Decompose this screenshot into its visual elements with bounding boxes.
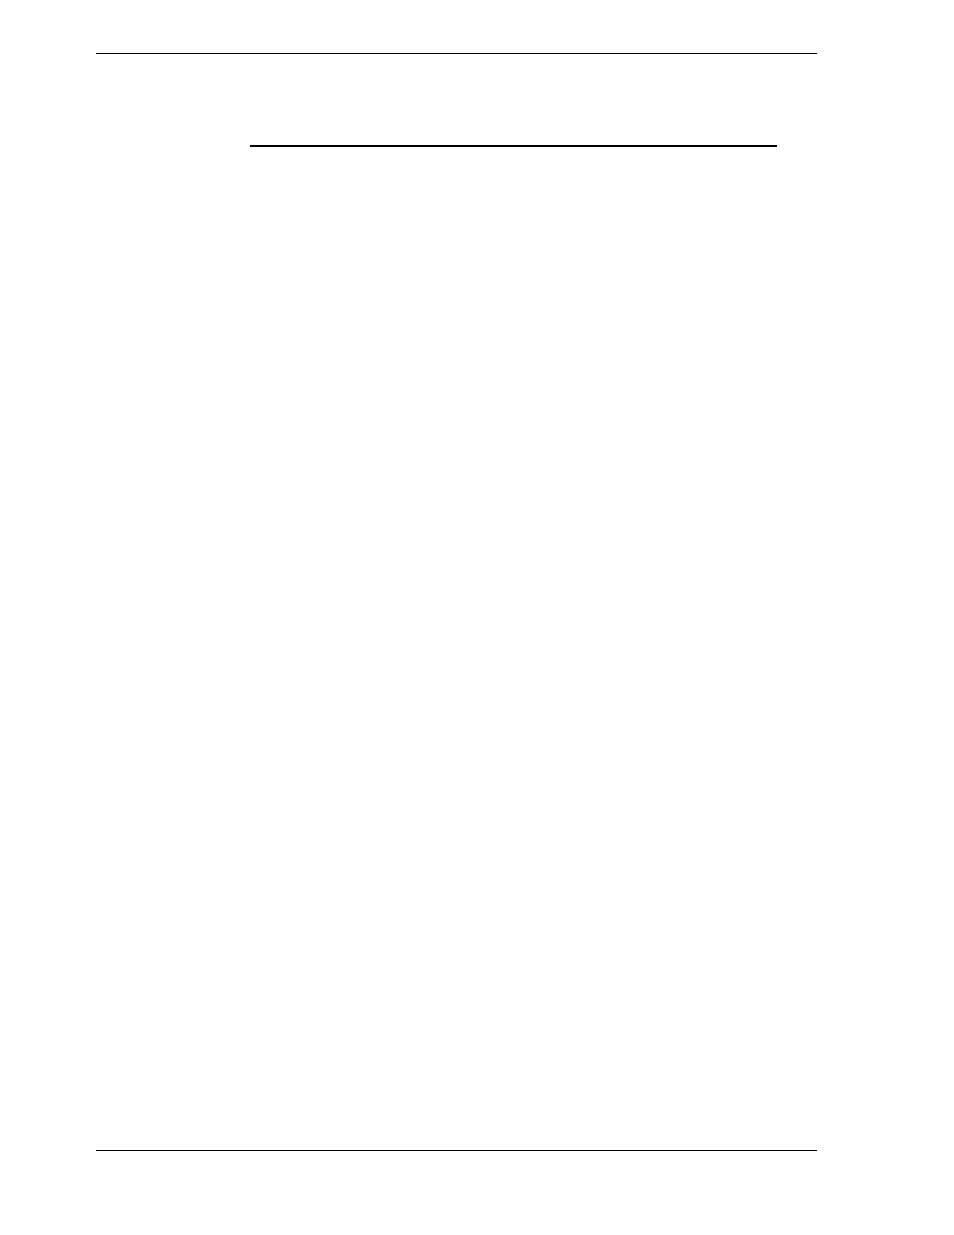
footer-rule — [96, 1150, 817, 1151]
chapter-heading — [0, 119, 954, 149]
table-of-contents — [0, 111, 954, 171]
chapter-subtitle — [0, 147, 954, 171]
header-rule — [96, 53, 817, 54]
